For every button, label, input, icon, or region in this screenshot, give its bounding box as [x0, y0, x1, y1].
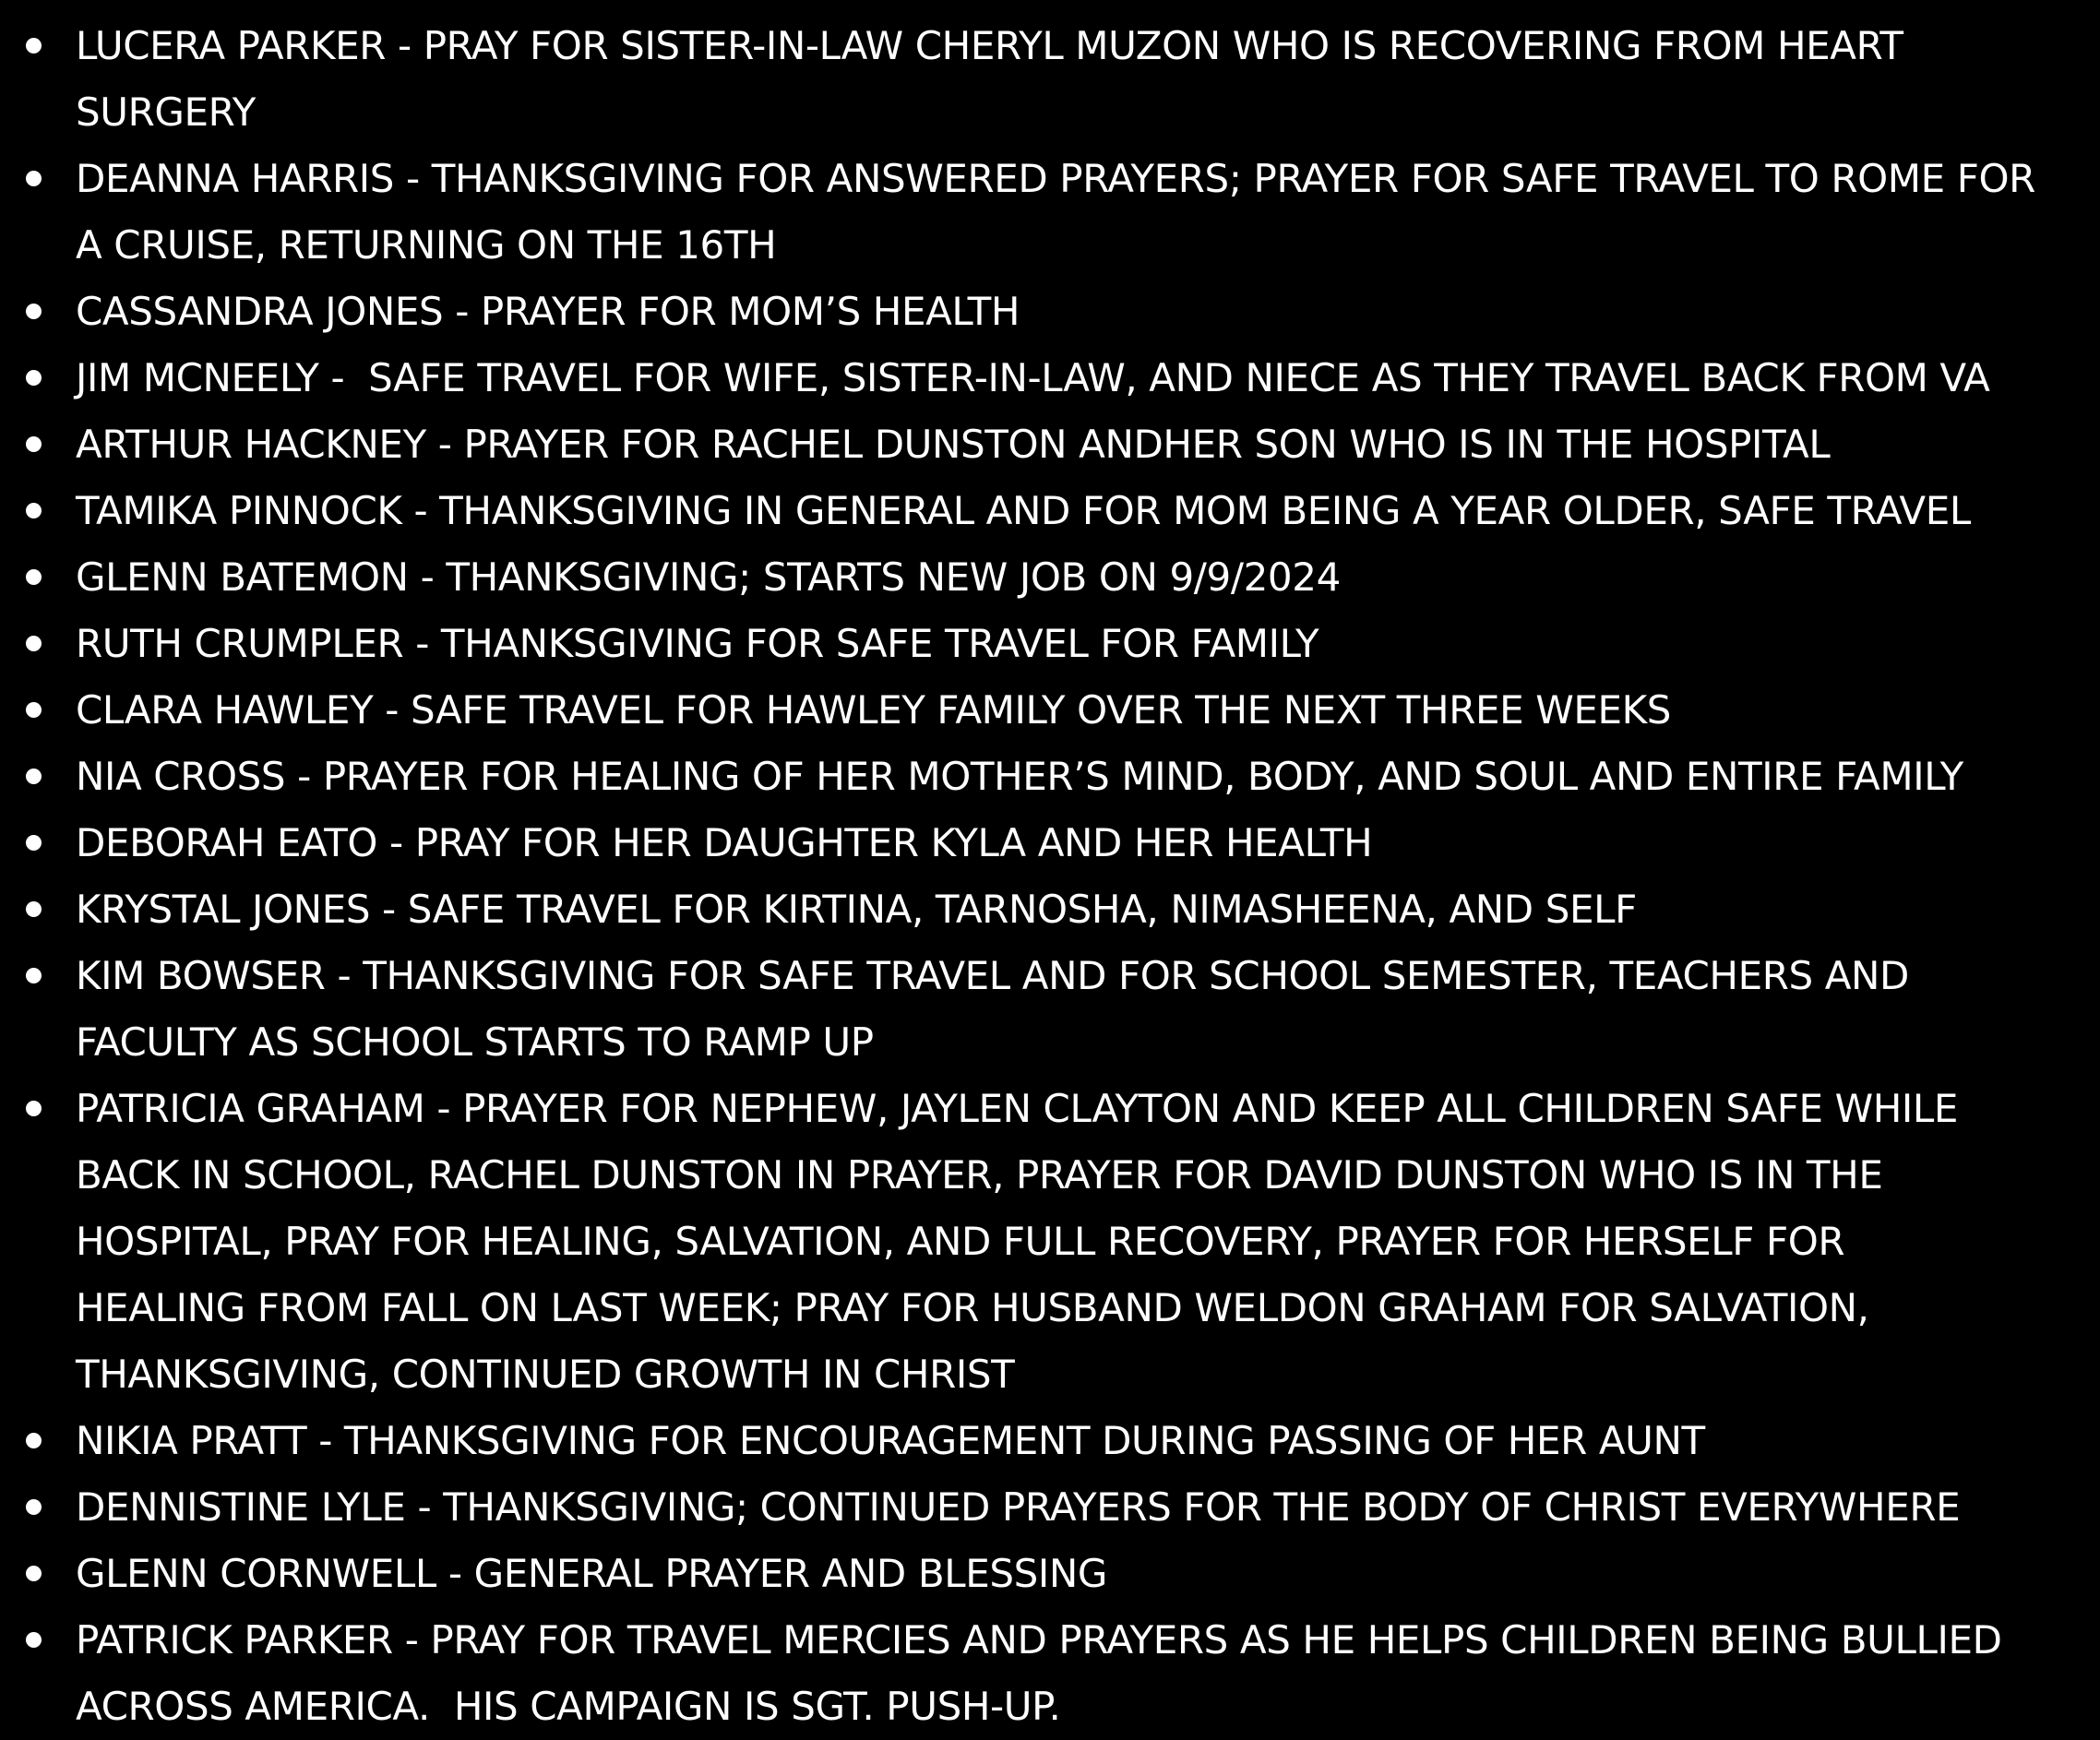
prayer-request-text-line: TAMIKA PINNOCK - THANKSGIVING IN GENERAL AND FOR MOM BEING A YEAR OLDER, SAFE TRAVEL	[76, 488, 1971, 533]
bullet-icon	[26, 304, 42, 319]
bullet-icon	[26, 835, 42, 851]
prayer-request-text-line: PATRICIA GRAHAM - PRAYER FOR NEPHEW, JAYLEN CLAYTON AND KEEP ALL CHILDREN SAFE WHILE	[76, 1086, 1959, 1131]
prayer-request-text-line: NIA CROSS - PRAYER FOR HEALING OF HER MOTHER’S MIND, BODY, AND SOUL AND ENTIRE FAMILY	[76, 754, 1963, 799]
bullet-icon	[26, 38, 42, 54]
prayer-request-text-line: RUTH CRUMPLER - THANKSGIVING FOR SAFE TRAVEL FOR FAMILY	[76, 621, 1319, 666]
bullet-icon	[26, 1101, 42, 1116]
bullet-icon	[26, 636, 42, 651]
prayer-request-text-line: BACK IN SCHOOL, RACHEL DUNSTON IN PRAYER, PRAYER FOR DAVID DUNSTON WHO IS IN THE	[76, 1152, 1883, 1198]
prayer-request-item	[0, 1474, 2100, 1541]
bullet-icon	[26, 1499, 42, 1515]
prayer-request-text-line: SURGERY	[76, 89, 257, 135]
prayer-request-item	[0, 1408, 2100, 1474]
prayer-request-list	[0, 13, 2100, 1740]
bullet-icon	[26, 370, 42, 386]
prayer-request-text-line: THANKSGIVING, CONTINUED GROWTH IN CHRIST	[76, 1352, 1015, 1397]
prayer-request-item	[0, 1607, 2100, 1740]
bullet-icon	[26, 769, 42, 784]
prayer-request-item	[0, 345, 2100, 411]
prayer-request-text-line: KRYSTAL JONES - SAFE TRAVEL FOR KIRTINA, TARNOSHA, NIMASHEENA, AND SELF	[76, 887, 1637, 932]
prayer-request-item	[0, 1541, 2100, 1607]
prayer-request-text-line: PATRICK PARKER - PRAY FOR TRAVEL MERCIES AND PRAYERS AS HE HELPS CHILDREN BEING BULLIED	[76, 1617, 2002, 1663]
prayer-request-text-line: KIM BOWSER - THANKSGIVING FOR SAFE TRAVEL AND FOR SCHOOL SEMESTER, TEACHERS AND	[76, 953, 1909, 998]
prayer-request-item	[0, 677, 2100, 744]
bullet-icon	[26, 901, 42, 917]
bullet-icon	[26, 503, 42, 518]
prayer-request-item	[0, 1076, 2100, 1408]
prayer-request-text-line: LUCERA PARKER - PRAY FOR SISTER-IN-LAW CHERYL MUZON WHO IS RECOVERING FROM HEART	[76, 23, 1903, 68]
prayer-request-text-line: DEANNA HARRIS - THANKSGIVING FOR ANSWERED PRAYERS; PRAYER FOR SAFE TRAVEL TO ROME FOR	[76, 156, 2035, 201]
prayer-request-item	[0, 876, 2100, 943]
prayer-request-text-line: ARTHUR HACKNEY - PRAYER FOR RACHEL DUNSTON ANDHER SON WHO IS IN THE HOSPITAL	[76, 422, 1831, 467]
prayer-request-text-line: NIKIA PRATT - THANKSGIVING FOR ENCOURAGEMENT DURING PASSING OF HER AUNT	[76, 1418, 1705, 1463]
prayer-request-item	[0, 744, 2100, 810]
prayer-request-text-line: HEALING FROM FALL ON LAST WEEK; PRAY FOR HUSBAND WELDON GRAHAM FOR SALVATION,	[76, 1285, 1869, 1330]
prayer-request-text-line: GLENN CORNWELL - GENERAL PRAYER AND BLESSING	[76, 1551, 1108, 1596]
prayer-request-item	[0, 810, 2100, 876]
prayer-request-text-line: FACULTY AS SCHOOL STARTS TO RAMP UP	[76, 1019, 874, 1065]
bullet-icon	[26, 569, 42, 585]
prayer-request-text-line: GLENN BATEMON - THANKSGIVING; STARTS NEW JOB ON 9/9/2024	[76, 554, 1341, 600]
prayer-request-text-line: ACROSS AMERICA. HIS CAMPAIGN IS SGT. PUSH-UP.	[76, 1684, 1061, 1729]
bullet-icon	[26, 1632, 42, 1648]
prayer-request-text-line: HOSPITAL, PRAY FOR HEALING, SALVATION, AND FULL RECOVERY, PRAYER FOR HERSELF FOR	[76, 1219, 1845, 1264]
prayer-request-text-line: DEBORAH EATO - PRAY FOR HER DAUGHTER KYLA AND HER HEALTH	[76, 820, 1373, 865]
prayer-request-item	[0, 13, 2100, 146]
prayer-request-item	[0, 279, 2100, 345]
bullet-icon	[26, 171, 42, 186]
bullet-icon	[26, 1433, 42, 1448]
prayer-request-text-line: DENNISTINE LYLE - THANKSGIVING; CONTINUED PRAYERS FOR THE BODY OF CHRIST EVERYWHERE	[76, 1484, 1961, 1530]
prayer-request-text-line: JIM MCNEELY - SAFE TRAVEL FOR WIFE, SISTER-IN-LAW, AND NIECE AS THEY TRAVEL BACK FROM VA	[76, 355, 1990, 400]
prayer-request-text-line: CASSANDRA JONES - PRAYER FOR MOM’S HEALTH	[76, 289, 1020, 334]
bullet-icon	[26, 702, 42, 718]
bullet-icon	[26, 436, 42, 452]
prayer-request-item	[0, 478, 2100, 544]
bullet-icon	[26, 968, 42, 983]
prayer-request-text-line: A CRUISE, RETURNING ON THE 16TH	[76, 222, 777, 268]
bullet-icon	[26, 1566, 42, 1581]
prayer-request-item	[0, 544, 2100, 611]
prayer-request-item	[0, 146, 2100, 279]
prayer-request-item	[0, 611, 2100, 677]
prayer-request-item	[0, 943, 2100, 1076]
prayer-request-text-line: CLARA HAWLEY - SAFE TRAVEL FOR HAWLEY FAMILY OVER THE NEXT THREE WEEKS	[76, 687, 1672, 733]
prayer-request-item	[0, 411, 2100, 478]
